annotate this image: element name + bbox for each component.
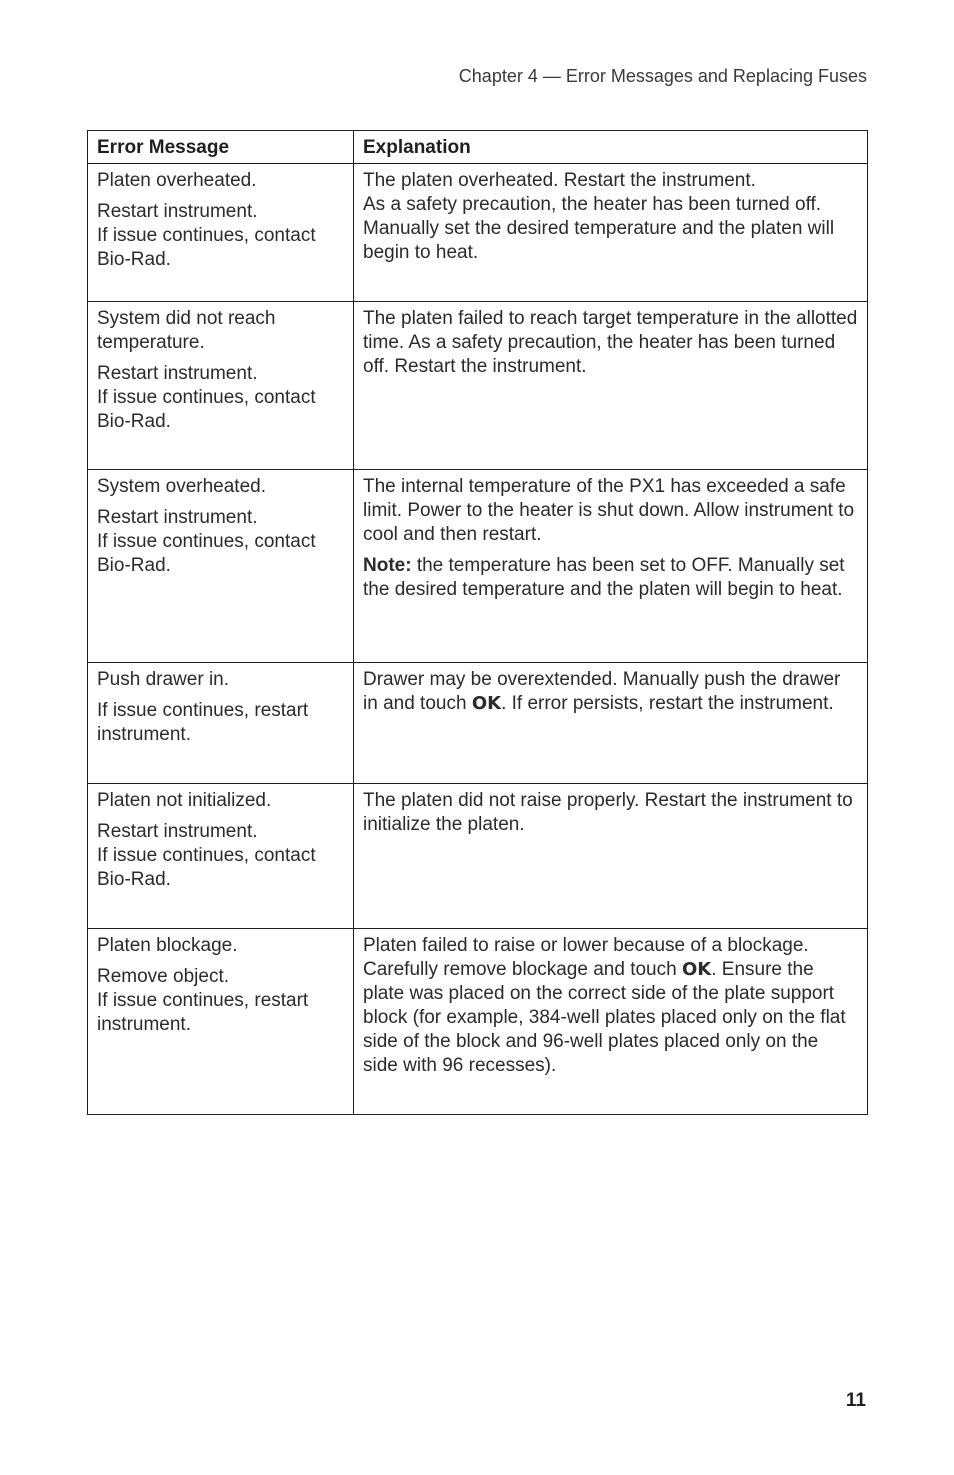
error-message-cell (88, 663, 354, 784)
error-message-action: If issue continues, restart instrument. (97, 700, 309, 745)
explanation-text-before: Drawer may be overextended. Manually push the drawer in and touch (363, 669, 841, 714)
explanation-cell (354, 164, 868, 302)
note-text: the temperature has been set to OFF. Manually set the desired temperature and the platen will begin to heat. (363, 555, 845, 600)
page-number: 11 (845, 1390, 866, 1411)
ok-keyword: OK (471, 693, 502, 714)
error-message-action: Restart instrument. If issue continues, contact Bio-Rad. (97, 507, 316, 576)
error-message-cell (88, 164, 354, 302)
error-message-cell (88, 470, 354, 663)
table-row (88, 470, 868, 663)
table-row (88, 164, 868, 302)
explanation-cell (354, 929, 868, 1115)
running-head: Chapter 4 — Error Messages and Replacing Fuses (458, 66, 867, 86)
error-message-action: Restart instrument. If issue continues, contact Bio-Rad. (97, 201, 316, 270)
error-message-title: System did not reach temperature. (97, 308, 276, 353)
table-header-row (88, 131, 868, 164)
explanation-text (363, 934, 858, 1078)
error-message-cell (88, 929, 354, 1115)
error-message-title: Platen not initialized. (97, 790, 272, 811)
explanation-cell (354, 470, 868, 663)
explanation-text: The platen failed to reach target temperature in the allotted time. As a safety precaution, the heater has been turned off. Restart the instrument. (363, 308, 858, 377)
error-message-action: Remove object. If issue continues, restart instrument. (97, 966, 309, 1035)
explanation-text: The platen overheated. Restart the instrument. As a safety precaution, the heater has been turned off. Manually set the desired temperature and the platen will begin to heat. (363, 170, 835, 263)
explanation-text (363, 668, 858, 716)
error-message-title: System overheated. (97, 476, 266, 497)
column-header-explanation: Explanation (354, 131, 868, 164)
error-message-title: Platen overheated. (97, 170, 257, 191)
column-header-error-message: Error Message (88, 131, 354, 164)
error-message-cell (88, 302, 354, 470)
table-row (88, 929, 868, 1115)
explanation-text-after: . Ensure the plate was placed on the correct side of the plate support block (for example, 384-well plates placed only on the flat side of the block and 96-well plates placed only on the side with 96 recesses). (363, 959, 846, 1076)
error-message-action: Restart instrument. If issue continues, contact Bio-Rad. (97, 821, 316, 890)
error-message-cell (88, 784, 354, 929)
explanation-cell (354, 663, 868, 784)
explanation-text: The internal temperature of the PX1 has exceeded a safe limit. Power to the heater is shut down. Allow instrument to cool and then restart. (363, 476, 855, 545)
table-row (88, 302, 868, 470)
error-message-title: Platen blockage. (97, 935, 238, 956)
error-message-action: Restart instrument. If issue continues, contact Bio-Rad. (97, 363, 316, 432)
ok-keyword: OK (681, 959, 712, 980)
table-row (88, 784, 868, 929)
error-message-title: Push drawer in. (97, 669, 230, 690)
explanation-text-after: . If error persists, restart the instrument. (501, 693, 834, 714)
explanation-cell (354, 784, 868, 929)
explanation-text: The platen did not raise properly. Restart the instrument to initialize the platen. (363, 790, 853, 835)
error-message-table (87, 130, 868, 1115)
note-paragraph (363, 554, 858, 602)
note-label: Note: (363, 555, 412, 576)
explanation-text-before: Platen failed to raise or lower because of a blockage. Carefully remove blockage and touch (363, 935, 809, 980)
explanation-cell (354, 302, 868, 470)
table-row (88, 663, 868, 784)
